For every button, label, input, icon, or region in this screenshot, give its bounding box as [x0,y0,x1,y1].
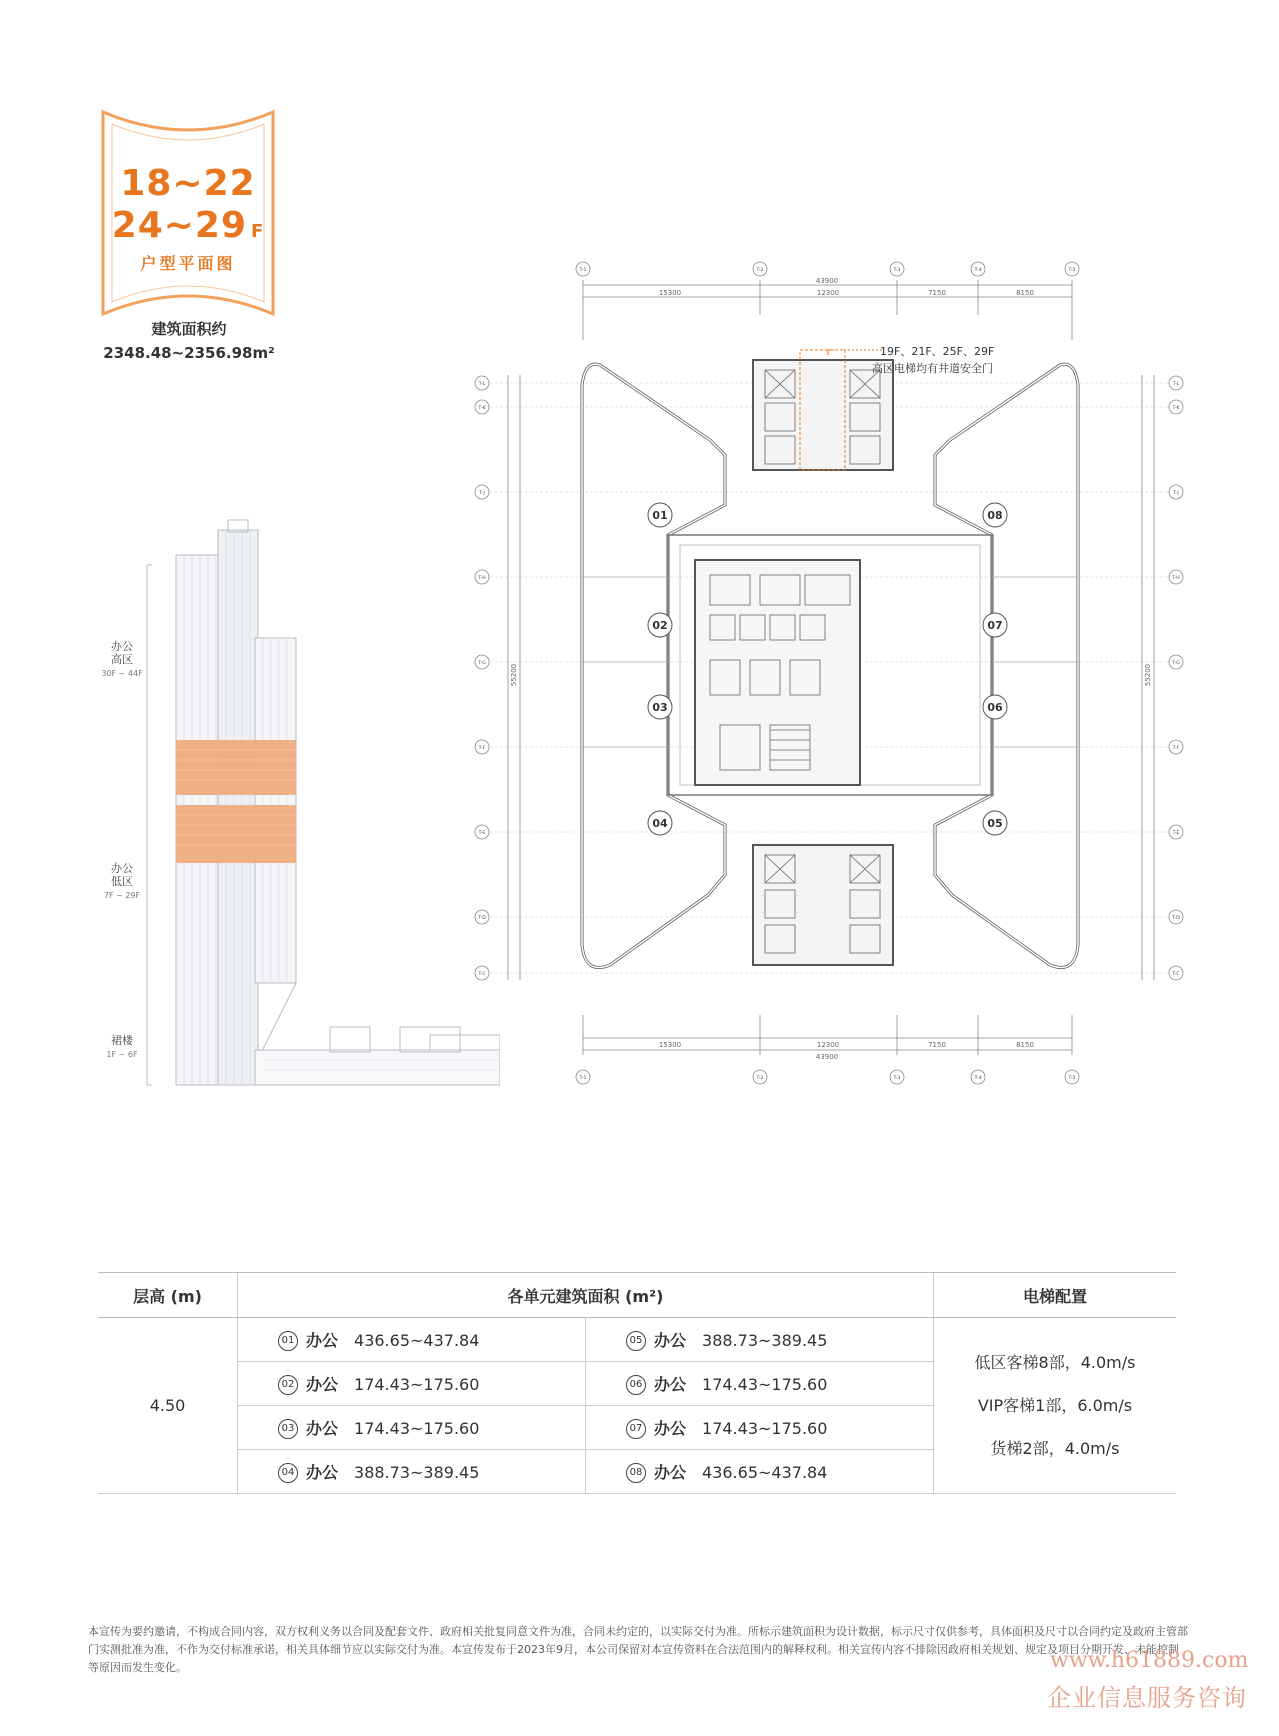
unit-type: 办公 [654,1418,687,1438]
unit-type: 办公 [654,1374,687,1394]
zone-podium-range: 1F ~ 6F [106,1050,138,1059]
unit-04-label: 04 [652,817,668,830]
axis-left-4: T-H [478,576,486,581]
unit-no: 06 [626,1375,646,1395]
axis-right-3: T-J [1173,491,1179,496]
zone-low [92,862,152,902]
axis-left-7: T-E [478,831,486,836]
axis-right-2: T-K [1172,406,1180,411]
floors-line-2-text: 24~29 [111,205,248,246]
zone-high-range: 30F ~ 44F [101,669,143,678]
dim-seg-4-bottom: 8150 [1016,1041,1034,1049]
floors-suffix: F [251,221,265,242]
axis-right-9: T-C [1172,972,1180,977]
dim-seg-3-bottom: 7150 [928,1041,946,1049]
unit-no: 03 [278,1419,298,1439]
building-elevation [100,515,500,1095]
unit-no: 01 [278,1331,298,1351]
axis-left-1: T-L [478,382,486,387]
dim-side-right: 55200 [1144,663,1152,687]
unit-05-label: 05 [987,817,1003,830]
unit-area: 174.43~175.60 [702,1418,828,1438]
dim-seg-4: 8150 [1016,289,1034,297]
disclaimer: 本宣传为要约邀请，不构成合同内容，双方权利义务以合同及配套文件、政府相关批复同意文件为准，合同未约定的，以实际交付为准。所标示建筑面积为设计数据，标示尺寸仅供参考，具体面积及尺寸以合同约定及政府主管部门实测批准为准，不作为交付标准承诺，相关具体细节应以实际交付为准。本宣传发布于2023年9月，本公司保留对本宣传资料在合法范围内的解释权利。相关宣传内容不排除因政府相关规划、规定及项目分期开发、未能控制等原因而发生变化。 [88,1625,1188,1674]
axis-top-1: T-1 [579,268,587,273]
unit-type: 办公 [654,1330,687,1350]
unit-type: 办公 [654,1462,687,1482]
elevator-config [934,1318,1177,1494]
elevator-line-1: 低区客梯8部，4.0m/s [974,1353,1136,1372]
unit-no: 07 [626,1419,646,1439]
dim-seg-1: 15300 [658,289,682,297]
axis-right-6: T-F [1172,746,1180,751]
elevator-line-2: VIP客梯1部，6.0m/s [977,1396,1133,1415]
unit-area: 388.73~389.45 [702,1330,828,1350]
dim-total-top: 43900 [815,277,839,285]
unit-06-label: 06 [987,701,1003,714]
plan-note-line-2: 高区电梯均有井道安全门 [872,362,993,375]
floors-line-1: 18~22 [120,163,256,204]
unit-no: 04 [278,1463,298,1483]
spec-table [98,1272,1176,1494]
unit-07-label: 07 [987,619,1003,632]
unit-area: 436.65~437.84 [354,1330,480,1350]
zone-low-range: 7F ~ 29F [103,891,141,900]
axis-right-7: T-E [1172,831,1180,836]
axis-top-2: T-2 [756,268,764,273]
axis-right-8: T-D [1172,916,1180,921]
zone-high [92,640,152,680]
axis-right-1: T-L [1172,382,1180,387]
badge-subtitle: 户型平面图 [140,254,236,273]
axis-bottom-3: T-3 [893,1076,901,1081]
elevator-line-3: 货梯2部，4.0m/s [990,1439,1120,1458]
axis-left-5: T-G [478,661,486,666]
dim-side-left: 55200 [510,663,518,687]
axis-right-5: T-G [1172,661,1180,666]
unit-cell-05 [586,1318,934,1362]
unit-01-label: 01 [652,509,668,522]
unit-area: 436.65~437.84 [702,1462,828,1482]
unit-cell-04 [238,1450,586,1494]
unit-no: 02 [278,1375,298,1395]
unit-cell-01 [238,1318,586,1362]
zone-high-name: 办公 高区 [111,640,133,666]
unit-no: 08 [626,1463,646,1483]
unit-type: 办公 [306,1418,339,1438]
unit-no: 05 [626,1331,646,1351]
watermark-url: www.h61889.com [1050,1648,1249,1673]
header-elevator: 电梯配置 [934,1273,1177,1318]
area-label: 建筑面积约 [151,320,227,338]
axis-left-3: T-J [479,491,485,496]
unit-type: 办公 [306,1374,339,1394]
table-row [98,1318,1176,1362]
axis-left-6: T-F [478,746,486,751]
header-unit-area: 各单元建筑面积 (m²) [238,1273,934,1318]
highlight-band-upper [176,740,296,795]
unit-cell-02 [238,1362,586,1406]
axis-bottom-1: T-1 [579,1076,587,1081]
floor-badge [98,108,278,318]
unit-area: 174.43~175.60 [354,1374,480,1394]
unit-cell-07 [586,1406,934,1450]
dim-seg-3: 7150 [928,289,946,297]
watermark-text: 企业信息服务咨询 [1047,1684,1247,1712]
unit-cell-03 [238,1406,586,1450]
plan-note-line-1: 19F、21F、25F、29F [880,345,995,358]
unit-area: 174.43~175.60 [354,1418,480,1438]
axis-right-4: T-H [1172,576,1180,581]
floor-plan [470,255,1190,1095]
unit-08-label: 08 [987,509,1003,522]
axis-top-3: T-3 [893,268,901,273]
unit-area: 174.43~175.60 [702,1374,828,1394]
axis-left-9: T-C [478,972,486,977]
unit-03-label: 03 [652,701,668,714]
axis-bottom-4: T-4 [974,1076,982,1081]
floors-line-2 [98,205,278,246]
dim-seg-2-bottom: 12300 [816,1041,840,1049]
axis-left-8: T-D [478,916,486,921]
unit-type: 办公 [306,1330,339,1350]
axis-top-4: T-4 [974,268,982,273]
unit-cell-08 [586,1450,934,1494]
header-floor-height: 层高 (m) [98,1273,238,1318]
area-value: 2348.48~2356.98m² [103,344,275,362]
dim-seg-1-bottom: 15300 [658,1041,682,1049]
axis-top-5: T-5 [1068,268,1076,273]
dim-total-bottom: 43900 [815,1053,839,1061]
unit-cell-06 [586,1362,934,1406]
dim-seg-2: 12300 [816,289,840,297]
highlight-band-lower [176,805,296,863]
axis-bottom-2: T-2 [756,1076,764,1081]
axis-bottom-5: T-5 [1068,1076,1076,1081]
zone-podium [92,1034,152,1061]
unit-type: 办公 [306,1462,339,1482]
floor-height-value: 4.50 [98,1318,238,1494]
unit-02-label: 02 [652,619,668,632]
zone-podium-name: 裙楼 [111,1034,133,1047]
axis-left-2: T-K [478,406,486,411]
zone-low-name: 办公 低区 [111,862,133,888]
unit-area: 388.73~389.45 [354,1462,480,1482]
